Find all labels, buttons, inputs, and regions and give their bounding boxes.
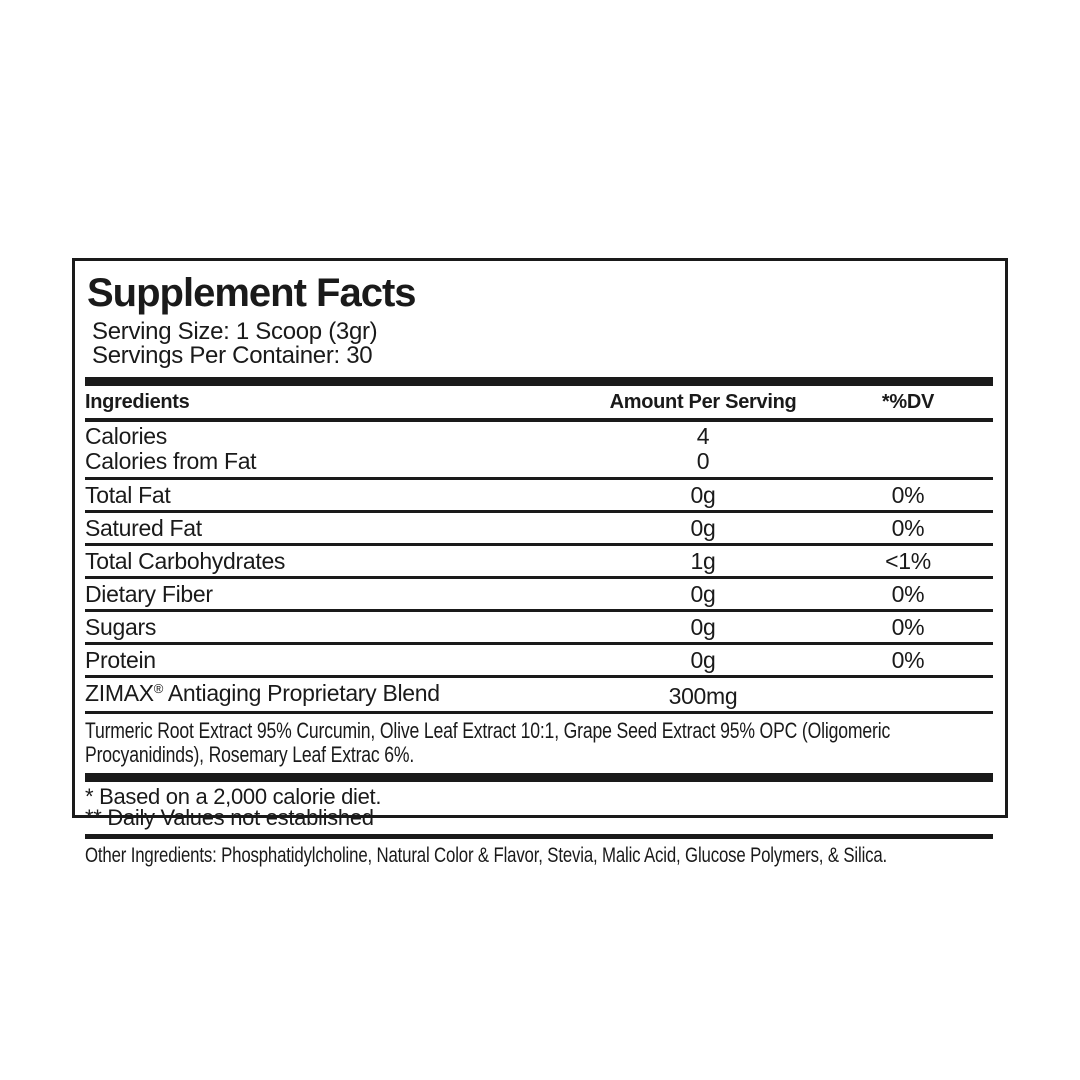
table-row-total-carbohydrates xyxy=(85,546,993,579)
row-name xyxy=(85,682,583,708)
row-name: Calories from Fat xyxy=(85,448,257,474)
header-percent-dv: *%DV xyxy=(881,391,935,413)
calories-group xyxy=(85,422,993,480)
row-name: Total Carbohydrates xyxy=(85,548,286,574)
servings-per-container-line: Servings Per Container: 30 xyxy=(92,342,373,369)
row-amount: 1g xyxy=(690,548,716,574)
table-row-calories-from-fat xyxy=(85,449,993,474)
table-header-row xyxy=(85,386,993,422)
row-name: Satured Fat xyxy=(85,515,202,541)
table-row-satured-fat xyxy=(85,513,993,546)
divider-thick-bottom xyxy=(85,773,993,782)
row-amount: 0 xyxy=(696,448,710,474)
row-name: Calories xyxy=(85,423,167,449)
header-ingredients: Ingredients xyxy=(85,391,190,413)
footnote-daily-values: ** Daily Values not established xyxy=(85,805,374,830)
row-amount: 0g xyxy=(690,482,716,508)
row-amount: 300mg xyxy=(668,683,738,709)
zimax-brand: ZIMAX xyxy=(85,680,154,706)
blend-description: Turmeric Root Extract 95% Curcumin, Olive Leaf Extract 10:1, Grape Seed Extract 95% OPC (Oligomeric Procyanidinds), Rosemary Leaf Extrac 6%. xyxy=(85,718,891,767)
row-amount: 0g xyxy=(690,515,716,541)
table-row-total-fat xyxy=(85,480,993,513)
other-ingredients-line: Other Ingredients: Phosphatidylcholine, Natural Color & Flavor, Stevia, Malic Acid, Glucose Polymers, & Silica. xyxy=(85,844,888,867)
row-name: Dietary Fiber xyxy=(85,581,213,607)
header-amount-per-serving: Amount Per Serving xyxy=(609,391,797,413)
registered-trademark-symbol: ® xyxy=(153,681,164,696)
table-row-zimax-blend xyxy=(85,678,993,714)
row-amount: 0g xyxy=(690,614,716,640)
table-row-protein xyxy=(85,645,993,678)
row-name: Total Fat xyxy=(85,482,171,508)
row-dv: 0% xyxy=(891,581,925,607)
table-row-dietary-fiber xyxy=(85,579,993,612)
footnote-calorie-diet: * Based on a 2,000 calorie diet. xyxy=(85,784,382,809)
row-amount: 4 xyxy=(696,423,710,449)
row-name: Protein xyxy=(85,647,156,673)
row-dv: 0% xyxy=(891,482,925,508)
table-row-sugars xyxy=(85,612,993,645)
row-name: Sugars xyxy=(85,614,157,640)
panel-title: Supplement Facts xyxy=(87,271,416,315)
row-dv: 0% xyxy=(891,614,925,640)
row-dv: <1% xyxy=(885,548,931,574)
zimax-blend-rest: Antiaging Proprietary Blend xyxy=(163,680,440,706)
row-dv: 0% xyxy=(891,515,925,541)
footnotes xyxy=(85,782,993,834)
row-amount: 0g xyxy=(690,581,716,607)
row-amount: 0g xyxy=(690,647,716,673)
serving-size-line: Serving Size: 1 Scoop (3gr) xyxy=(92,318,378,345)
supplement-facts-panel xyxy=(72,258,1008,867)
table-row-calories xyxy=(85,424,993,449)
divider-thick-top xyxy=(85,377,993,386)
row-dv: 0% xyxy=(891,647,925,673)
